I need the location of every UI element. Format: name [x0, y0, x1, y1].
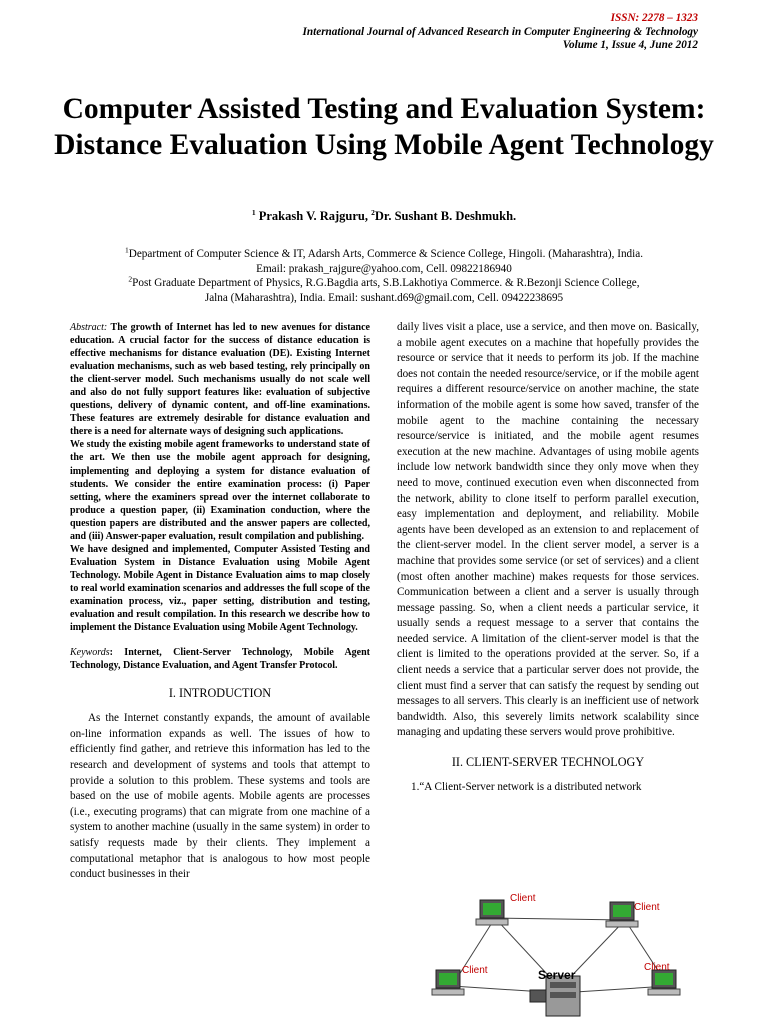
- label-client-right: Client: [644, 962, 670, 973]
- right-column-text: daily lives visit a place, use a service, and then move on. Basically, a mobile agent executes on a machine that hopefully provides the resource or service that it needs to perform its job. If the machine does not contain the needed resource/service, or if the mobile agent requires a different resource/service on another machine, the state information of the mobile agent is some how saved, transfer of the mobile agent to the machine containing the necessary resource/service is initiated, and the mobile agent resumes execution at the new machine. Advantages of using mobile agents include low network bandwidth since they only move when they need to move, continued execution even when disconnected from the network, ability to clone itself to perform parallel execution, easy implementation and deployment, and reliability. Mobile agents have been developed as an extension to and replacement of the client-server model. In the client server model, a server is a machine that provides some service (or set of services) and a client (most often another machine) makes requests for those services. Communication between a client and a server is usually through message passing. So, when a client needs a particular service, it usually sends a request message to a server that contains the needed service. A limitation of the client-server model is that the client is limited to the operations provided at the server. So, if a client needs a service that a particular server does not provide, the client must find a server that can satisfy the request by sending out messages to all servers. This clearly is an inefficient use of network bandwidth. Also, this severely limits network scalability since managing and updating these servers would prove prohibitive.: [397, 321, 699, 739]
- left-column: [70, 321, 370, 883]
- client-computer-icon: [476, 900, 508, 925]
- affil2-sup: 2: [128, 274, 133, 284]
- label-server: Server: [538, 968, 576, 982]
- client-server-diagram: [420, 878, 710, 1024]
- keywords: [70, 646, 370, 672]
- author1-sup: 1: [251, 207, 256, 217]
- server-computer-icon: [530, 976, 580, 1016]
- client-computer-icon: [432, 970, 464, 995]
- paper-title: Computer Assisted Testing and Evaluation System: Distance Evaluation Using Mobile Agent Technology: [54, 93, 714, 161]
- affil2-line1: Post Graduate Department of Physics, R.G.Bagdia arts, S.B.Lakhotiya Commerce. & R.Bezonji Science College,: [132, 277, 640, 290]
- author2: Dr. Sushant B. Deshmukh.: [374, 209, 517, 223]
- section-heading-introduction: I. INTRODUCTION: [168, 686, 272, 701]
- affil1-line1: Department of Computer Science & IT, Adarsh Arts, Commerce & Science College, Hingoli. (Maharashtra), India.: [128, 248, 644, 260]
- abstract-label: Abstract:: [70, 322, 108, 333]
- abstract-p3: We have designed and implemented, Computer Assisted Testing and Evaluation System in Distance Evaluation using Mobile Agent Technology. Mobile Agent in Distance Evaluation aims to map closely to real world examination scenarios and addresses the full scope of the examination process, viz., paper setting, distribution and testing, evaluation and result compilation. In this research we describe how to implement the Distance Evaluation using Mobile Agent Technology.: [70, 543, 370, 634]
- right-column: [397, 320, 699, 796]
- journal-volume: Volume 1, Issue 4, June 2012: [562, 39, 698, 51]
- journal-name: International Journal of Advanced Research in Computer Engineering & Technology: [302, 25, 698, 38]
- network-figure: [420, 878, 710, 1024]
- author2-sup: 2: [371, 207, 375, 217]
- abstract-p1: [70, 321, 370, 438]
- label-client-left: Client: [462, 965, 488, 976]
- client-server-text: 1.“A Client-Server network is a distributed network: [411, 781, 642, 794]
- label-client-top: Client: [510, 893, 536, 904]
- issn: ISSN: 2278 – 1323: [610, 12, 698, 24]
- introduction-text: As the Internet constantly expands, the amount of available on-line information expands as well. The issues of how to efficiently find gather, and retrieve this information has led to the research and development of systems and tools that attempt to provide a solution to this problem. These systems and tools are based on the use of mobile agents. Mobile agents are processes (i.e., executing programs) that can migrate from one machine of a system to another machine (usually in the same system) in order to satisfy requests made by their clients. They implement a computational metaphor that is analogous to how most people conduct businesses in their: [70, 712, 370, 881]
- affiliations: [40, 247, 728, 305]
- abstract-p2: We study the existing mobile agent frameworks to understand state of the art. We then use the mobile agent approach for designing, implementing and deploying a system for distance evaluation of students. We consider the entire examination process: (i) Paper setting, where the examiners spread over the internet collaborate to produce a question paper, (ii) Examination conduction, where the question papers are distributed and the answer papers are collected, and (iii) Answer-paper evaluation, result compilation and publishing.: [70, 439, 370, 542]
- affil2-line2: Jalna (Maharashtra), India. Email: sushant.d69@gmail.com, Cell. 09422238695: [204, 291, 564, 304]
- label-client-right-top: Client: [634, 902, 660, 913]
- affil1-line2: Email: prakash_rajgure@yahoo.com, Cell. 09822186940: [256, 262, 512, 275]
- keywords-text: : Internet, Client-Server Technology, Mobile Agent Technology, Distance Evaluation, and Agent Transfer Protocol.: [70, 647, 370, 672]
- keywords-label: Keywords: [70, 647, 110, 659]
- abstract-text-1: The growth of Internet has led to new avenues for distance education. A crucial factor for the success of distance education is effective mechanisms for distance evaluation (DE). Existing Internet evaluation mechanisms, such as web based testing, rely principally on the client-server model. Such mechanisms usually do not scale well and also do not fully support features like: evaluation of subjective questions, delivery of dynamic content, and off-line examinations. These features are extremely desirable for distance evaluation and there is a need for alternate ways of designing such applications.: [70, 322, 370, 438]
- affil1-sup: 1: [124, 245, 129, 255]
- authors: [0, 209, 768, 224]
- section-heading-client-server: II. CLIENT-SERVER TECHNOLOGY: [451, 755, 645, 770]
- journal-header: [303, 12, 698, 53]
- author1: Prakash V. Rajguru,: [255, 209, 372, 223]
- client-computer-icon: [648, 970, 680, 995]
